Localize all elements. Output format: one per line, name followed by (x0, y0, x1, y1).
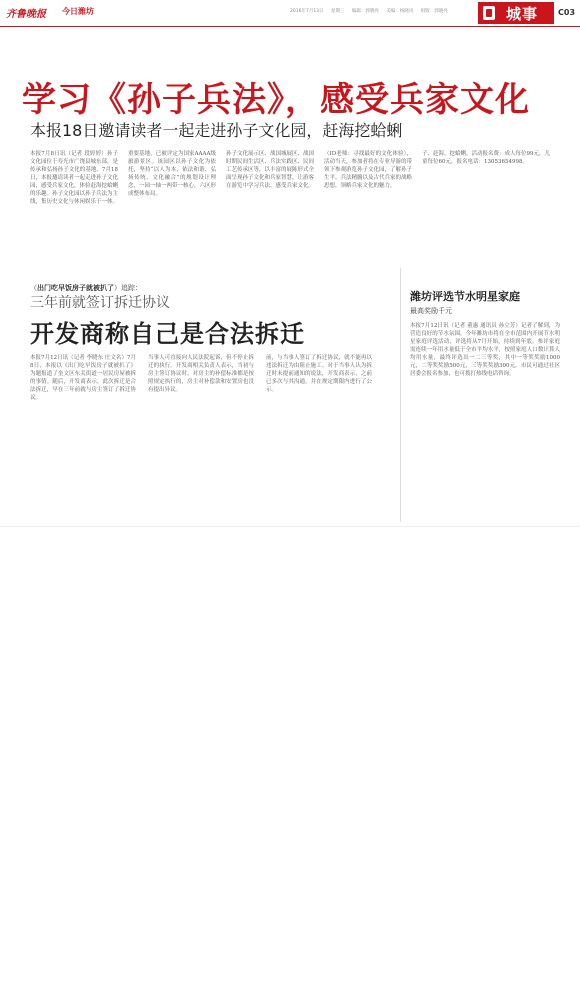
sidebar-headline: 潍坊评选节水明星家庭 (410, 290, 520, 303)
section-tab (478, 2, 554, 24)
header-rule (0, 26, 580, 27)
lead-column-5: 子、赶海、挖蛤蜊。活动报名费：成人每位99元，儿童每位60元，报名电话：13053654998。 (422, 151, 550, 165)
second-body (30, 354, 400, 519)
section-name: 今日潍坊 (62, 7, 94, 16)
header-meta (290, 8, 454, 14)
designer-credit: 美编：杨晓岚 (386, 9, 414, 14)
kicker-suffix: ）追踪： (114, 284, 142, 292)
second-column-2: 当事人可直接向人民法院起诉，但不停止拆迁的执行。开发商相关负责人表示，当初与房主签订协议时，对房主的补偿标准都是按照规定执行的，房主对补偿款和安置房也没有提出异议。 (148, 355, 254, 393)
second-subheadline: 三年前就签订拆迁协议 (30, 295, 170, 311)
section-tab-label: 城事 (506, 5, 539, 23)
kicker-text: 出门吃早饭房子就被扒了 (37, 284, 114, 292)
newspaper-logo: 齐鲁晚报 (6, 9, 46, 20)
editor-credit: 编辑：郭晓亮 (351, 9, 379, 14)
issue-weekday: 星期三 (330, 9, 345, 14)
lead-headline: 学习《孙子兵法》，感受兵家文化 (22, 80, 530, 120)
lead-column-3: 孙子文化展示区、战国城展区、战国时期民间生活区、兵法实践区、民间工艺传承区等，以丰富的展陈形式全面呈现孙子文化和兵家智慧，让游客在游览中学习兵法、感受兵家文化。 (226, 151, 314, 189)
section-icon (483, 6, 495, 20)
issue-date: 2016年7月13日 (290, 9, 324, 14)
lead-column-2: 重要基地，已被评定为国家AAAA级旅游景区。该园区以孙子文化为依托，坚持“以人为本、依法和谐、弘扬传统、文化融合”的规划设计理念，一园一轴一两带一核心，六区形成整体布局。 (128, 151, 216, 197)
second-column-3: 前，与当事人签订了拆迁协议，就不能再以违法拆迁为由阻止施工。对于当事人认为拆迁时未提前通知的说法，开发商表示，之前已多次与其沟通，并在规定期限内进行了公示。 (266, 355, 372, 393)
sidebar-subheadline: 最高奖励千元 (410, 307, 452, 315)
content-end-rule (0, 526, 580, 527)
proof-credit: 组版：郭晓亮 (420, 9, 448, 14)
lead-subheadline: 本报18日邀请读者一起走进孙子文化园，赶海挖蛤蜊 (30, 121, 403, 140)
kicker-prefix: （ (30, 284, 37, 292)
page-header (0, 0, 580, 26)
page-number: C03 (558, 8, 576, 17)
sidebar-divider (400, 268, 401, 522)
lead-column-4: （ID老师：寻找最好的文化体验），活动当天，参加者将在专业导游的带领下参观游览孙子文化园，了解孙子生平、兵法精髓以及古代兵家的战略思想，领略兵家文化的魅力。 (324, 151, 412, 189)
second-column-1: 本报7月12日讯（记者 李晓东 庄文名）7月8日，本报以《出门吃早饭房子就被扒了》为题报道了奎文区东关街道一居民房屋被拆的事情。随后，开发商表示，此次拆迁是合法拆迁，早在三年前就与房主签订了拆迁协议。 (30, 355, 136, 401)
lead-body (30, 150, 580, 256)
sidebar-body: 本报7月12日讯（记者 董惠 通讯员 孙立芳）记者了解到，为营造良好的节水氛围，今年潍坊市将在全市范围内开展节水明星家庭评选活动，评选将从7月开始，持续到年底。参评家庭需连续一年用水量低于全市平均水平，按照家庭人口数计算人均用水量，最终评选出一二三等奖，其中一等奖奖励1000元，二等奖奖励500元，三等奖奖励300元。市民可通过社区居委会报名参加，也可拨打热线电话咨询。 (410, 323, 560, 377)
second-headline: 开发商称自己是合法拆迁 (30, 320, 305, 348)
lead-column-1: 本报7月8日讯（记者 段婷婷）孙子文化园位于寿光市广饶县城东部，是传承和弘扬孙子文化的基地。7月18日，本报邀请读者一起走进孙子文化园，感受兵家文化，体验赶海挖蛤蜊的乐趣。孙子文化园以孙子兵法为主线，集历史文化与休闲娱乐于一体。 (30, 151, 118, 205)
